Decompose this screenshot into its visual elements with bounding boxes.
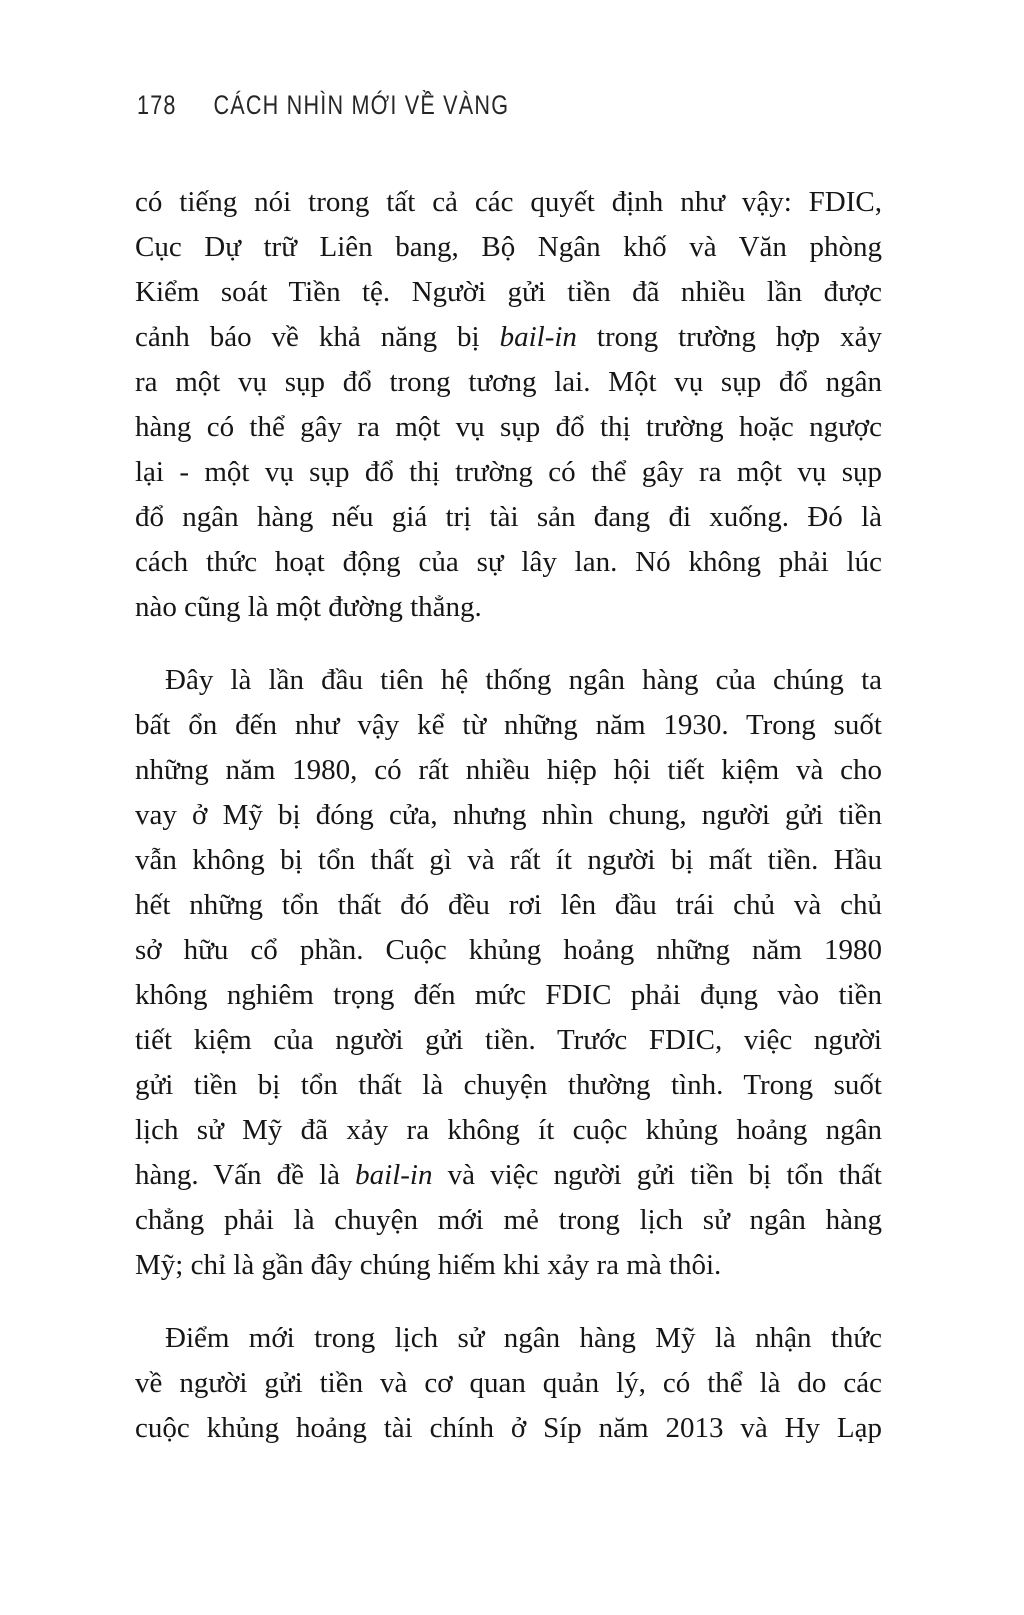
text-line: vẫn không bị tổn thất gì và rất ít người bị mất tiền. Hầu [135, 844, 882, 876]
text-line: lịch sử Mỹ đã xảy ra không ít cuộc khủng hoảng ngân [135, 1114, 882, 1146]
text-line: về người gửi tiền và cơ quan quản lý, có thể là do các [135, 1367, 882, 1399]
text-line: Mỹ; chỉ là gần đây chúng hiếm khi xảy ra mà thôi. [135, 1249, 722, 1281]
text-line: hàng. Vấn đề là bail-in và việc người gửi tiền bị tổn thất [135, 1159, 882, 1191]
text-line: ra một vụ sụp đổ trong tương lai. Một vụ sụp đổ ngân [135, 366, 882, 398]
text-line: hết những tổn thất đó đều rơi lên đầu trái chủ và chủ [135, 889, 882, 921]
text-line: lại - một vụ sụp đổ thị trường có thể gây ra một vụ sụp [135, 456, 882, 488]
running-title: CÁCH NHÌN MỚI VỀ VÀNG [213, 90, 510, 120]
text-line: bất ổn đến như vậy kể từ những năm 1930. Trong suốt [135, 709, 882, 741]
text-line: vay ở Mỹ bị đóng cửa, nhưng nhìn chung, người gửi tiền [135, 799, 882, 831]
text-line: cảnh báo về khả năng bị bail-in trong trường hợp xảy [135, 321, 882, 353]
paragraph-1 [135, 180, 882, 630]
paragraph-2 [135, 658, 882, 1288]
text-line: cuộc khủng hoảng tài chính ở Síp năm 2013 và Hy Lạp [135, 1412, 882, 1444]
text-line: hàng có thể gây ra một vụ sụp đổ thị trường hoặc ngược [135, 411, 882, 443]
page-body [135, 180, 882, 1451]
text-line: Cục Dự trữ Liên bang, Bộ Ngân khố và Văn phòng [135, 231, 882, 263]
running-header [137, 90, 509, 121]
text-line: Đây là lần đầu tiên hệ thống ngân hàng của chúng ta [165, 664, 882, 696]
page-number: 178 [137, 90, 177, 120]
text-line: Kiểm soát Tiền tệ. Người gửi tiền đã nhiều lần được [135, 276, 882, 308]
text-line: tiết kiệm của người gửi tiền. Trước FDIC, việc người [135, 1024, 882, 1056]
text-line: sở hữu cổ phần. Cuộc khủng hoảng những năm 1980 [135, 934, 882, 966]
text-line: những năm 1980, có rất nhiều hiệp hội tiết kiệm và cho [135, 754, 882, 786]
text-line: nào cũng là một đường thẳng. [135, 591, 482, 623]
text-line: có tiếng nói trong tất cả các quyết định như vậy: FDIC, [135, 186, 882, 218]
text-line: gửi tiền bị tổn thất là chuyện thường tình. Trong suốt [135, 1069, 882, 1101]
text-line: chẳng phải là chuyện mới mẻ trong lịch sử ngân hàng [135, 1204, 882, 1236]
text-line: không nghiêm trọng đến mức FDIC phải đụng vào tiền [135, 979, 882, 1011]
text-line: Điểm mới trong lịch sử ngân hàng Mỹ là nhận thức [165, 1322, 882, 1354]
paragraph-3 [135, 1316, 882, 1451]
text-line: đổ ngân hàng nếu giá trị tài sản đang đi xuống. Đó là [135, 501, 882, 533]
text-line: cách thức hoạt động của sự lây lan. Nó không phải lúc [135, 546, 882, 578]
